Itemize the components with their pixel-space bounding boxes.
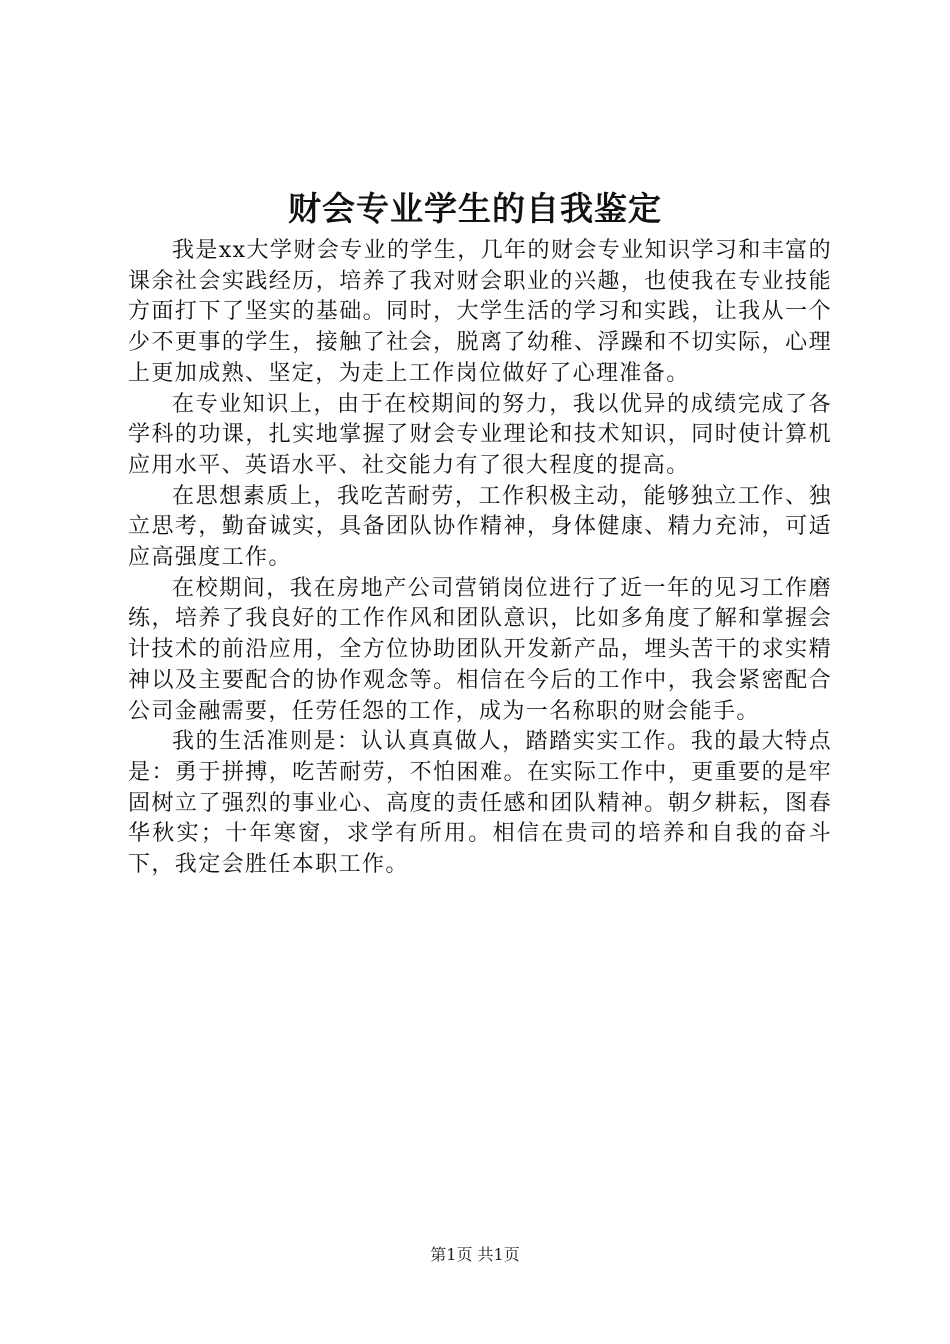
paragraph-3: 在思想素质上，我吃苦耐劳，工作积极主动，能够独立工作、独立思考，勤奋诚实，具备团队协作精神，身体健康、精力充沛，可适应高强度工作。 [128,483,832,571]
paragraph-2: 在专业知识上，由于在校期间的努力，我以优异的成绩完成了各学科的功课，扎实地掌握了财会专业理论和技术知识，同时使计算机应用水平、英语水平、社交能力有了很大程度的提高。 [128,391,832,478]
document-body [128,236,832,881]
paragraph-1: 我是xx大学财会专业的学生，几年的财会专业知识学习和丰富的课余社会实践经历，培养了我对财会职业的兴趣，也使我在专业技能方面打下了坚实的基础。同时，大学生活的学习和实践，让我从一个少不更事的学生，接触了社会，脱离了幼稚、浮躁和不切实际，心理上更加成熟、坚定，为走上工作岗位做好了心理准备。 [128,238,832,386]
paragraph-5: 我的生活准则是：认认真真做人，踏踏实实工作。我的最大特点是：勇于拼搏，吃苦耐劳，不怕困难。在实际工作中，更重要的是牢固树立了强烈的事业心、高度的责任感和团队精神。朝夕耕耘，图春华秋实；十年寒窗，求学有所用。相信在贵司的培养和自我的奋斗下，我定会胜任本职工作。 [128,729,832,878]
paragraph-4: 在校期间，我在房地产公司营销岗位进行了近一年的见习工作磨练，培养了我良好的工作作风和团队意识，比如多角度了解和掌握会计技术的前沿应用，全方位协助团队开发新产品，埋头苦干的求实精神以及主要配合的协作观念等。相信在今后的工作中，我会紧密配合公司金融需要，任劳任怨的工作，成为一名称职的财会能手。 [128,575,832,724]
document-title: 财会专业学生的自我鉴定 [288,189,662,228]
page-number-footer: 第1页 共1页 [430,1245,520,1264]
